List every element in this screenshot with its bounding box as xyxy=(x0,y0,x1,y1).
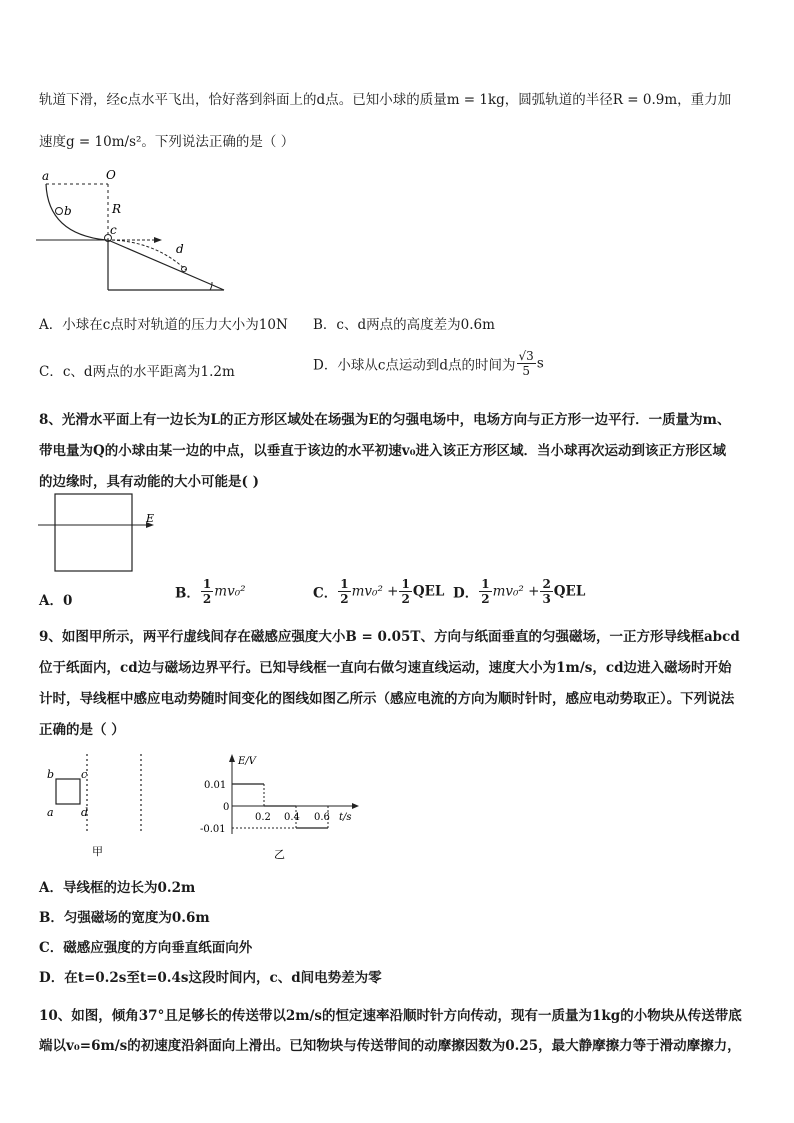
q7-option-d xyxy=(313,349,544,378)
q8-option-d-num-2: 2 xyxy=(542,577,551,591)
q8-option-a: A．0 xyxy=(39,593,73,609)
q9-yi-ylabel: E/V xyxy=(238,756,256,767)
q9-fig-label-c: c xyxy=(81,768,88,781)
q7-option-d-den: 5 xyxy=(522,364,530,378)
q9-yi-origin: 0 xyxy=(223,802,230,813)
q7-fig-label-a: a xyxy=(42,169,50,183)
q8-option-d-expr-2: QEL xyxy=(553,583,586,600)
q9-yi-xtick-2: 0.4 xyxy=(284,812,300,823)
q7-fig-label-r: R xyxy=(112,202,122,216)
q8-option-d-den-1: 2 xyxy=(481,592,490,606)
q8-option-d-expr-1: mv₀² + xyxy=(492,583,540,600)
q9-fig-label-b: b xyxy=(47,768,55,781)
q8-option-c-num-1: 1 xyxy=(340,577,349,591)
q8-option-d-fraction-2 xyxy=(540,577,552,606)
q9-yi-xtick-3: 0.6 xyxy=(314,812,330,823)
q9-yi-ytick-pos: 0.01 xyxy=(204,780,227,791)
q9-yi-xlabel: t/s xyxy=(339,812,352,823)
q7-fig-label-o: O xyxy=(106,168,116,182)
q8-option-c-num-2: 1 xyxy=(401,577,410,591)
q8-option-d xyxy=(453,577,585,606)
q9-option-b: B．匀强磁场的宽度为0.6m xyxy=(39,910,210,926)
q10-line-2: 端以v₀=6m/s的初速度沿斜面向上滑出。已知物块与传送带间的动摩擦因数为0.25，最大静摩擦力等于滑动摩擦力， xyxy=(39,1038,741,1054)
q8-option-b-label: B． xyxy=(175,585,200,602)
q9-line-1: 9、如图甲所示，两平行虚线间存在磁感应强度大小B = 0.05T、方向与纸面垂直的匀强磁场，一正方形导线框abcd xyxy=(39,629,740,645)
q7-fig-label-c: c xyxy=(110,223,117,237)
q9-fig-label-d: d xyxy=(81,806,89,819)
q7-option-d-fraction xyxy=(517,349,536,378)
q9-caption-yi: 乙 xyxy=(274,848,285,861)
q7-fig-label-b: b xyxy=(64,204,72,218)
q9-option-d: D．在t=0.2s至t=0.4s这段时间内，c、d间电势差为零 xyxy=(39,970,382,986)
q7-option-b: B．c、d两点的高度差为0.6m xyxy=(313,317,495,333)
q7-option-d-num: √3 xyxy=(518,349,534,363)
q9-yi-ytick-neg: -0.01 xyxy=(200,824,226,835)
q7-option-a: A．小球在c点时对轨道的压力大小为10N xyxy=(39,317,288,333)
q9-figure-yi xyxy=(196,752,366,862)
q8-option-b-fraction xyxy=(201,577,213,606)
q7-figure xyxy=(36,168,236,293)
q8-option-c-expr-1: mv₀² + xyxy=(351,583,399,600)
q8-option-d-label: D． xyxy=(453,585,479,602)
q9-line-4: 正确的是（ ） xyxy=(39,722,125,738)
q9-figure-jia xyxy=(44,752,154,862)
q8-option-b-den: 2 xyxy=(202,592,212,606)
q9-option-c: C．磁感应强度的方向垂直纸面向外 xyxy=(39,940,253,956)
q8-option-c-den-2: 2 xyxy=(401,592,410,606)
q9-line-3: 计时，导线框中感应电动势随时间变化的图线如图乙所示（感应电流的方向为顺时针时，感应电动势取正）。下列说法 xyxy=(39,691,735,707)
q8-option-d-num-1: 1 xyxy=(481,577,490,591)
q8-line-1: 8、光滑水平面上有一边长为L的正方形区域处在场强为E的匀强电场中，电场方向与正方形一边平行．一质量为m、 xyxy=(39,412,731,428)
q9-caption-jia: 甲 xyxy=(92,845,103,858)
q8-option-c-label: C． xyxy=(313,585,338,602)
q8-fig-label-e: E xyxy=(146,512,155,525)
q8-option-c-fraction-2 xyxy=(399,577,411,606)
q9-yi-xtick-1: 0.2 xyxy=(255,812,271,823)
q7-option-d-unit: s xyxy=(536,355,544,372)
q7-intro-line-1: 轨道下滑，经c点水平飞出，恰好落到斜面上的d点。已知小球的质量m = 1kg，圆弧轨道的半径R = 0.9m，重力加 xyxy=(39,92,732,108)
q8-figure xyxy=(38,492,168,574)
q8-option-b-expr: mv₀² xyxy=(214,583,246,600)
q9-line-2: 位于纸面内，cd边与磁场边界平行。已知导线框一直向右做匀速直线运动，速度大小为1m/s，cd边进入磁场时开始 xyxy=(39,660,732,676)
q8-option-c-den-1: 2 xyxy=(340,592,349,606)
q8-option-d-fraction-1 xyxy=(479,577,491,606)
q7-option-d-text: D．小球从c点运动到d点的时间为 xyxy=(313,357,516,374)
q8-option-b-num: 1 xyxy=(202,577,212,591)
q10-line-1: 10、如图，倾角37°且足够长的传送带以2m/s的恒定速率沿顺时针方向传动，现有一质量为1kg的小物块从传送带底 xyxy=(39,1008,742,1024)
q8-line-2: 带电量为Q的小球由某一边的中点，以垂直于该边的水平初速v₀进入该正方形区域．当小球再次运动到该正方形区域 xyxy=(39,443,727,459)
q8-option-b xyxy=(175,577,246,606)
q8-option-c xyxy=(313,577,444,606)
q9-option-a: A．导线框的边长为0.2m xyxy=(39,880,196,896)
q8-option-d-den-2: 3 xyxy=(542,592,551,606)
q8-option-c-fraction-1 xyxy=(338,577,350,606)
q9-fig-label-a: a xyxy=(47,806,54,819)
q7-intro-line-2: 速度g = 10m/s²。下列说法正确的是（ ） xyxy=(39,134,295,150)
q7-option-c: C．c、d两点的水平距离为1.2m xyxy=(39,364,235,380)
q7-fig-label-d: d xyxy=(176,242,184,256)
q8-option-c-expr-2: QEL xyxy=(412,583,445,600)
q8-line-3: 的边缘时，具有动能的大小可能是( ) xyxy=(39,474,259,490)
